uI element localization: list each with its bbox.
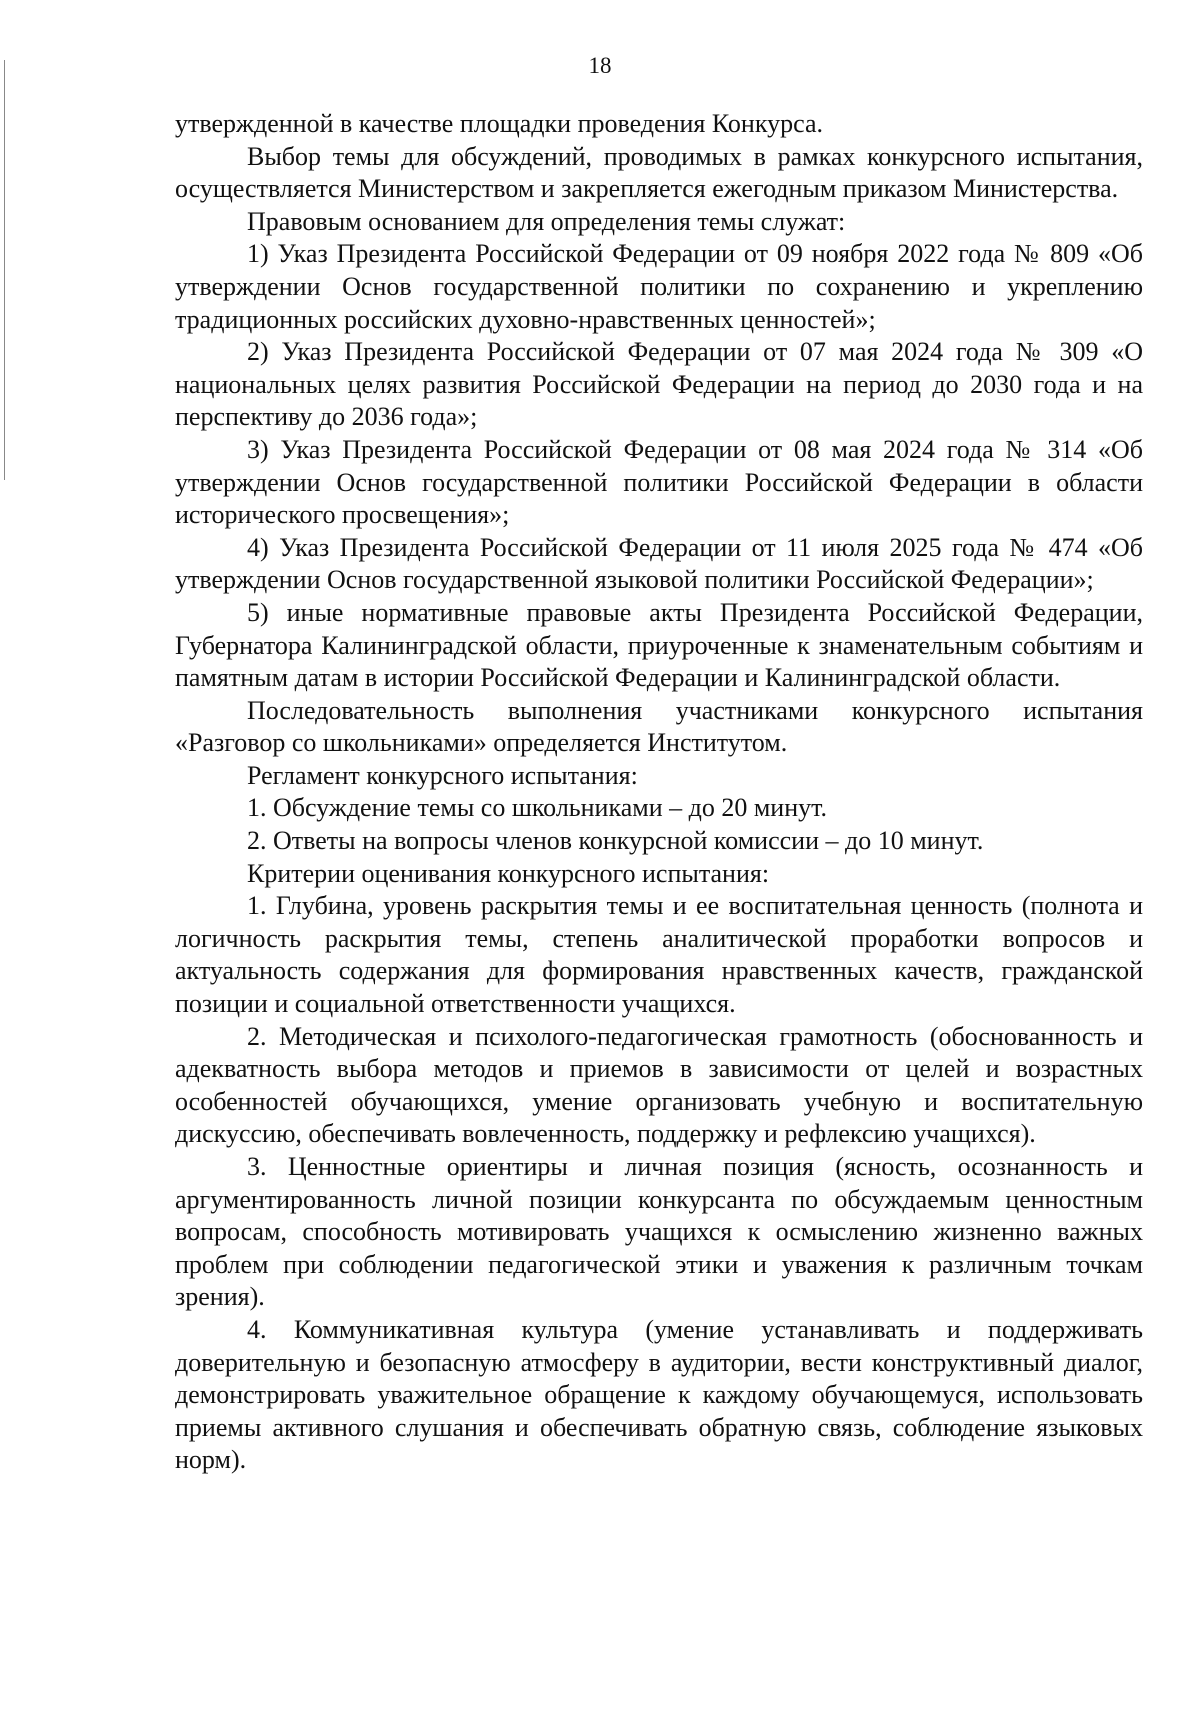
list-item-criterion-1: 1. Глубина, уровень раскрытия темы и ее воспитательная ценность (полнота и логичность раскрытия темы, степень аналитической проработки вопросов и актуальность содержания для формирования нравственных качеств, гражданской позиции и социальной ответственности учащихся.: [175, 891, 1143, 1019]
list-item-regulation-1: 1. Обсуждение темы со школьниками – до 20 минут.: [247, 793, 828, 823]
paragraph-continuation: утвержденной в качестве площадки проведения Конкурса.: [175, 109, 823, 138]
page-number: 18: [588, 53, 612, 78]
list-item-decree-809: 1) Указ Президента Российской Федерации от 09 ноября 2022 года № 809 «Об утверждении Основ государственной политики по сохранению и укреплению традиционных российских духовно-нравственных ценностей»;: [175, 239, 1143, 334]
paragraph-legal-basis: Правовым основанием для определения темы служат:: [247, 206, 846, 236]
list-item-criterion-4: 4. Коммуникативная культура (умение устанавливать и поддерживать доверительную и безопасную атмосферу в аудитории, вести конструктивный диалог, демонстрировать уважительное обращение к каждому обучающемуся, использовать приемы активного слушания и обеспечивать обратную связь, соблюдение языковых норм).: [175, 1314, 1143, 1475]
scan-edge-mark: [4, 60, 5, 480]
list-item-regulation-2: 2. Ответы на вопросы членов конкурсной комиссии – до 10 минут.: [247, 826, 984, 856]
list-item-other-acts: 5) иные нормативные правовые акты Президента Российской Федерации, Губернатора Калининградской области, приуроченные к знаменательным событиям и памятным датам в истории Российской Федерации и Калининградской области.: [175, 597, 1143, 693]
paragraph-topic-selection: Выбор темы для обсуждений, проводимых в рамках конкурсного испытания, осуществляется Министерством и закрепляется ежегодным приказом Министерства.: [175, 141, 1143, 204]
document-body: [175, 108, 1143, 1477]
list-item-decree-314: 3) Указ Президента Российской Федерации от 08 мая 2024 года № 314 «Об утверждении Основ государственной политики Российской Федерации в области исторического просвещения»;: [175, 434, 1143, 530]
list-item-decree-474: 4) Указ Президента Российской Федерации от 11 июля 2025 года № 474 «Об утверждении Основ государственной языковой политики Российской Федерации»;: [175, 532, 1143, 595]
paragraph-regulation-heading: Регламент конкурсного испытания:: [247, 760, 638, 790]
list-item-criterion-2: 2. Методическая и психолого-педагогическая грамотность (обоснованность и адекватность выбора методов и приемов в зависимости от целей и возрастных особенностей обучающихся, умение организовать учебную и воспитательную дискуссию, обеспечивать вовлеченность, поддержку и рефлексию учащихся).: [175, 1021, 1143, 1149]
list-item-decree-309: 2) Указ Президента Российской Федерации от 07 мая 2024 года № 309 «О национальных целях развития Российской Федерации на период до 2030 года и на перспективу до 2036 года»;: [175, 337, 1143, 432]
list-item-criterion-3: 3. Ценностные ориентиры и личная позиция (ясность, осознанность и аргументированность личной позиции конкурсанта по обсуждаемым ценностным вопросам, способность мотивировать учащихся к осмыслению жизненно важных проблем при соблюдении педагогической этики и уважения к различным точкам зрения).: [175, 1152, 1143, 1312]
paragraph-criteria-heading: Критерии оценивания конкурсного испытания:: [247, 858, 770, 888]
paragraph-sequence: Последовательность выполнения участниками конкурсного испытания «Разговор со школьниками» определяется Институтом.: [175, 695, 1143, 758]
